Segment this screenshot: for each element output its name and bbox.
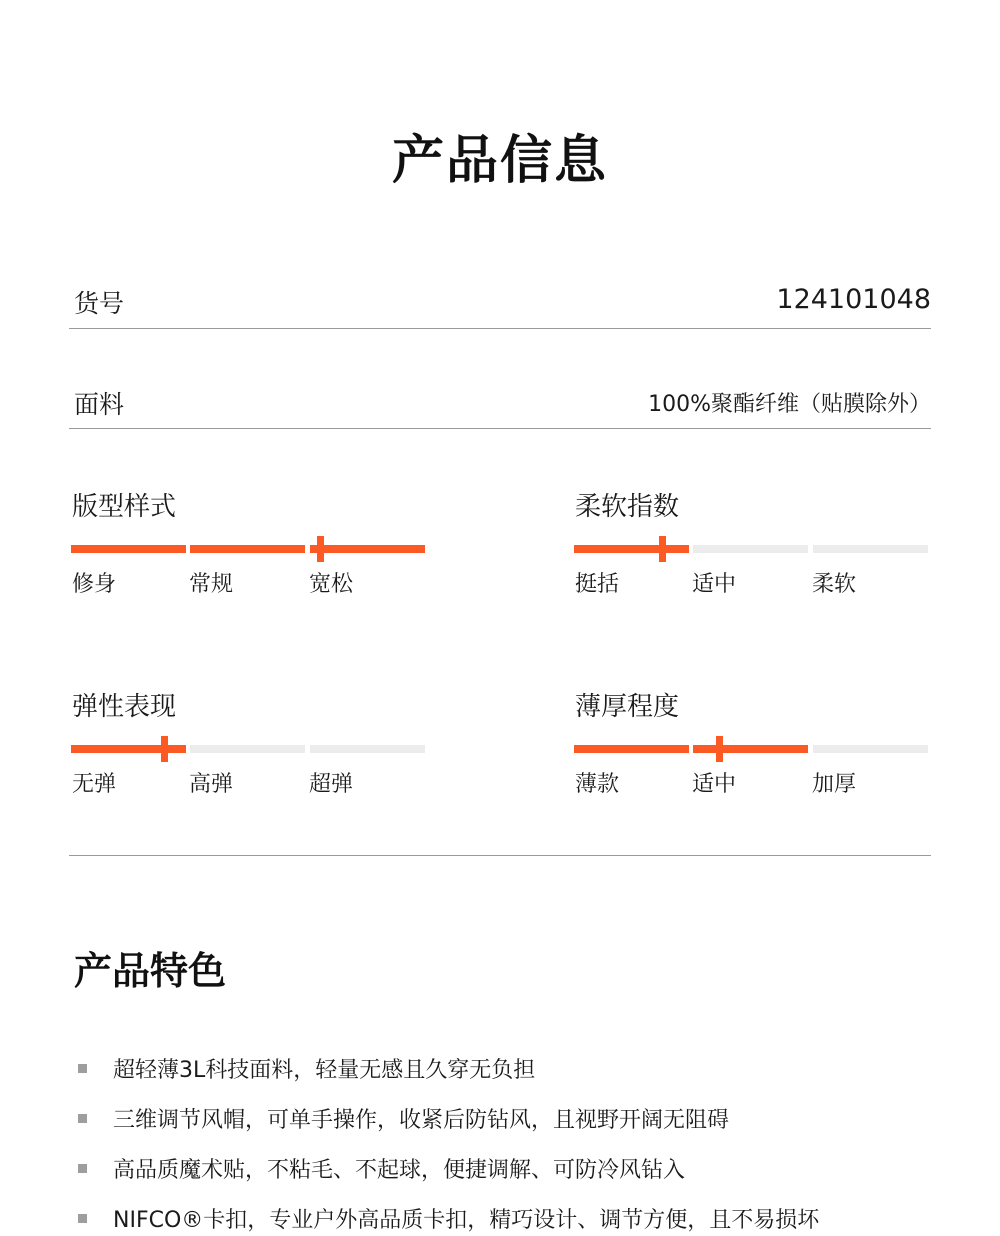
meter-labels-fit xyxy=(72,567,428,597)
meter-label: 适中 xyxy=(692,572,737,597)
meter-label: 柔软 xyxy=(812,572,857,597)
meter-label: 挺括 xyxy=(575,572,620,597)
meter-label: 无弹 xyxy=(72,772,117,797)
meter-segment xyxy=(310,545,425,553)
meter-segment xyxy=(693,745,808,753)
meter-label: 修身 xyxy=(72,572,117,597)
divider xyxy=(69,855,931,856)
meter-marker xyxy=(317,536,324,562)
meter-label: 宽松 xyxy=(309,572,354,597)
meter-label: 加厚 xyxy=(812,772,857,797)
meter-segment xyxy=(574,545,689,553)
divider xyxy=(69,328,931,329)
meter-segment xyxy=(71,745,186,753)
meter-labels-elasticity xyxy=(72,767,428,797)
meter-title-thickness: 薄厚程度 xyxy=(575,692,680,722)
meter-title-softness: 柔软指数 xyxy=(575,492,680,522)
meter-bar-fit xyxy=(71,536,427,562)
meter-segment xyxy=(190,545,305,553)
meter-segment xyxy=(813,745,928,753)
bullet-icon xyxy=(78,1114,87,1123)
meter-label: 高弹 xyxy=(189,772,234,797)
sku-value: 124101048 xyxy=(776,284,931,315)
sku-label: 货号 xyxy=(74,289,125,318)
meter-bar-thickness xyxy=(574,736,930,762)
meter-segment xyxy=(71,545,186,553)
feature-text: 三维调节风帽，可单手操作，收紧后防钻风，且视野开阔无阻碍 xyxy=(113,1108,730,1133)
meter-bar-softness xyxy=(574,536,930,562)
meter-label: 常规 xyxy=(189,572,234,597)
bullet-icon xyxy=(78,1214,87,1223)
meter-segment xyxy=(574,745,689,753)
meter-segment xyxy=(813,545,928,553)
meter-label: 超弹 xyxy=(309,772,354,797)
feature-item xyxy=(78,1053,958,1083)
bullet-icon xyxy=(78,1164,87,1173)
meter-marker xyxy=(716,736,723,762)
meter-labels-softness xyxy=(575,567,931,597)
meter-title-elasticity: 弹性表现 xyxy=(72,692,177,722)
fabric-value: 100%聚酯纤维（贴膜除外） xyxy=(648,392,931,417)
divider xyxy=(69,428,931,429)
meter-bar-elasticity xyxy=(71,736,427,762)
meter-marker xyxy=(161,736,168,762)
meter-labels-thickness xyxy=(575,767,931,797)
feature-item xyxy=(78,1153,958,1183)
feature-item xyxy=(78,1103,958,1133)
feature-item xyxy=(78,1203,958,1233)
meter-label: 薄款 xyxy=(575,772,620,797)
meter-label: 适中 xyxy=(692,772,737,797)
feature-text: NIFCO®卡扣，专业户外高品质卡扣，精巧设计、调节方便，且不易损坏 xyxy=(113,1208,820,1233)
meter-title-fit: 版型样式 xyxy=(72,492,177,522)
meter-segment xyxy=(310,745,425,753)
meter-segment xyxy=(190,745,305,753)
feature-text: 高品质魔术贴，不粘毛、不起球，便捷调解、可防冷风钻入 xyxy=(113,1158,686,1183)
fabric-label: 面料 xyxy=(74,390,125,419)
features-title: 产品特色 xyxy=(74,949,227,993)
page-title: 产品信息 xyxy=(391,131,608,191)
feature-text: 超轻薄3L科技面料，轻量无感且久穿无负担 xyxy=(113,1058,536,1083)
bullet-icon xyxy=(78,1064,87,1073)
meter-marker xyxy=(659,536,666,562)
meter-segment xyxy=(693,545,808,553)
